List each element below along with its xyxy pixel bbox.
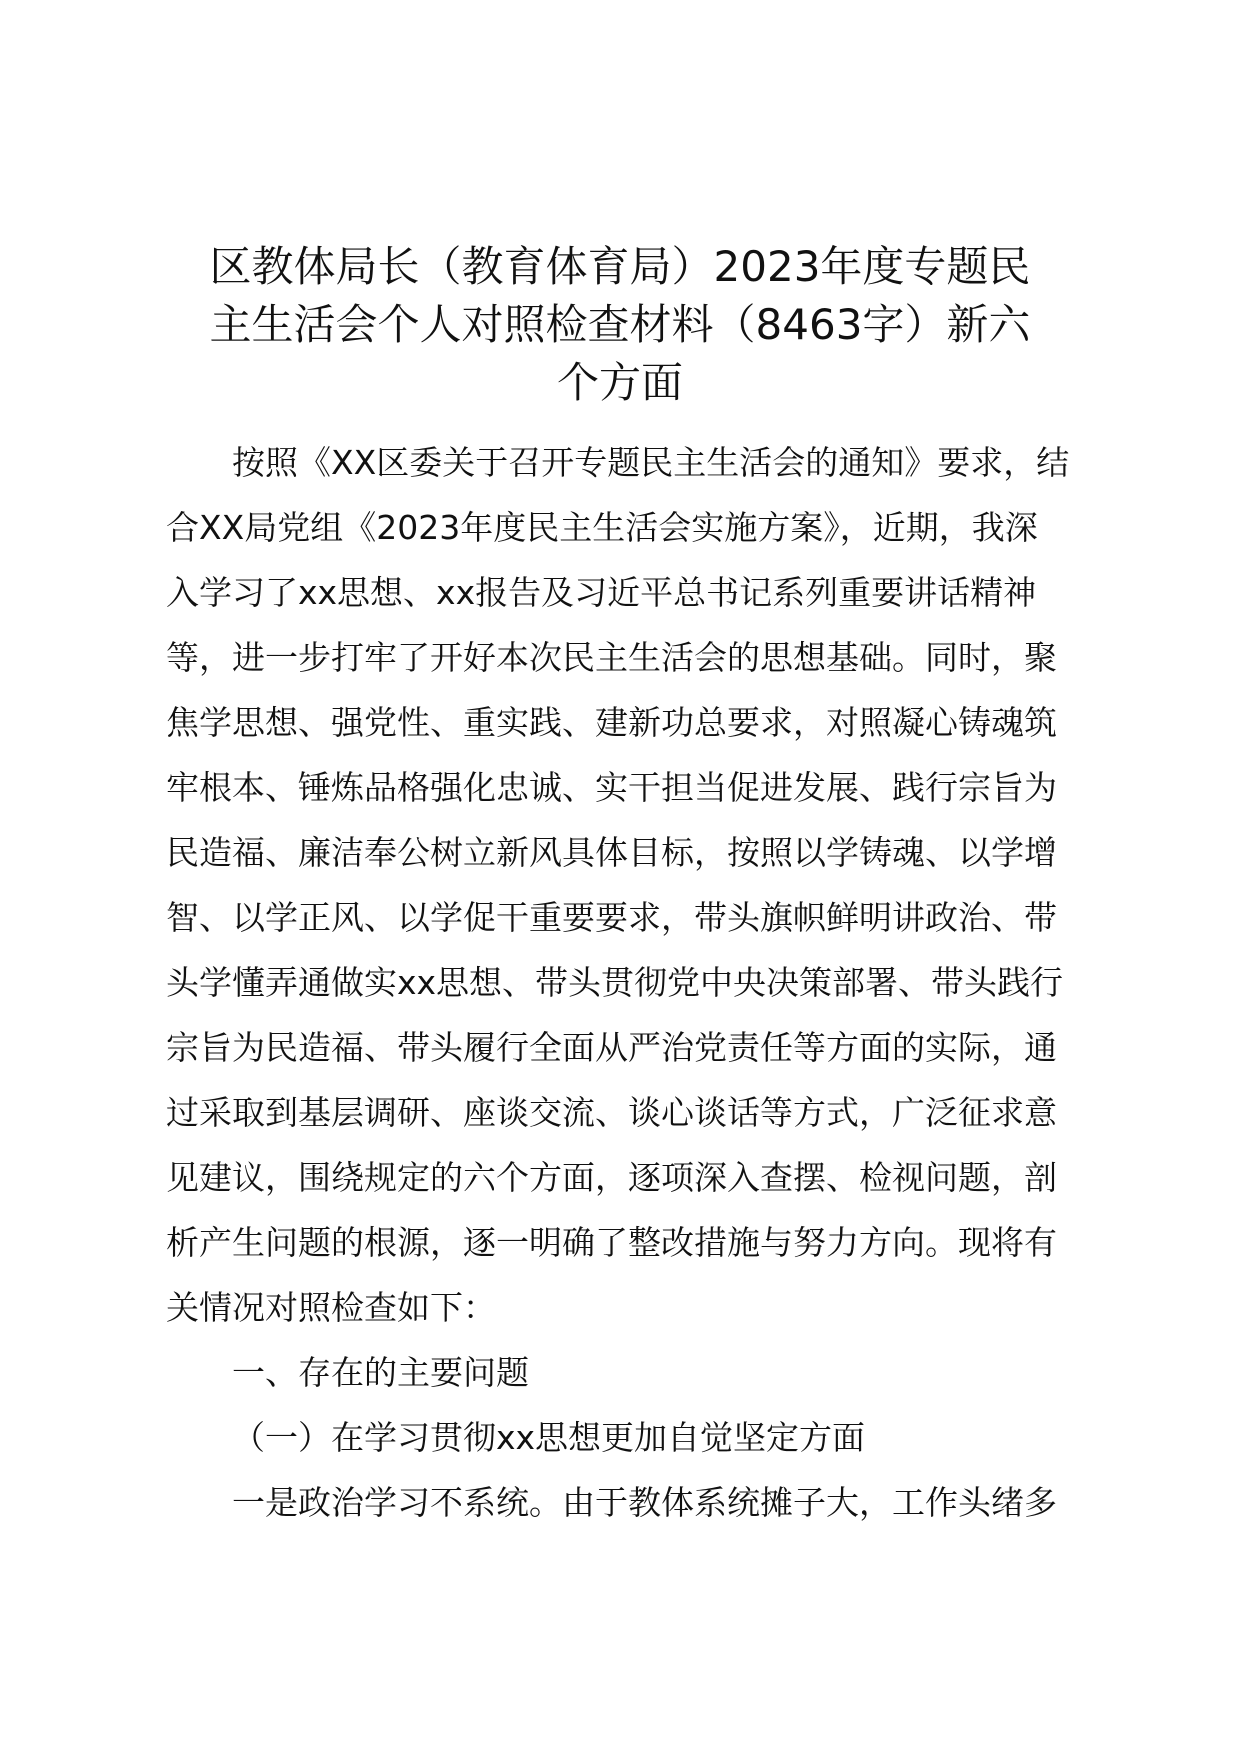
paragraph-line: 入学习了xx思想、xx报告及习近平总书记系列重要讲话精神 [166,573,1037,612]
subsection-heading: （一）在学习贯彻xx思想更加自觉坚定方面 [232,1418,866,1457]
paragraph-line: 合XX局党组《2023年度民主生活会实施方案》，近期，我深 [166,508,1038,547]
paragraph-line: 头学懂弄通做实xx思想、带头贯彻党中央决策部署、带头践行 [166,963,1064,1002]
paragraph-line: 牢根本、锤炼品格强化忠诚、实干担当促进发展、践行宗旨为 [166,768,1057,807]
document-body [166,430,1086,1535]
paragraph-line: 智、以学正风、以学促干重要要求，带头旗帜鲜明讲政治、带 [166,898,1057,937]
paragraph-line: 宗旨为民造福、带头履行全面从严治党责任等方面的实际，通 [166,1028,1057,1067]
paragraph-line: 见建议，围绕规定的六个方面，逐项深入查摆、检视问题，剖 [166,1158,1057,1197]
paragraph-line: 关情况对照检查如下： [166,1288,496,1327]
paragraph-line: 过采取到基层调研、座谈交流、谈心谈话等方式，广泛征求意 [166,1093,1057,1132]
title-line: 主生活会个人对照检查材料（8463字）新六 [209,300,1031,349]
paragraph-line: 焦学思想、强党性、重实践、建新功总要求，对照凝心铸魂筑 [166,703,1057,742]
paragraph-line: 民造福、廉洁奉公树立新风具体目标，按照以学铸魂、以学增 [166,833,1057,872]
paragraph-line: 按照《XX区委关于召开专题民主生活会的通知》要求，结 [232,443,1070,482]
document-title [150,238,1090,412]
title-line: 个方面 [556,358,683,407]
paragraph-line: 一是政治学习不系统。由于教体系统摊子大，工作头绪多 [232,1483,1057,1522]
paragraph-line: 析产生问题的根源，逐一明确了整改措施与努力方向。现将有 [166,1223,1057,1262]
section-heading: 一、存在的主要问题 [232,1353,529,1392]
paragraph-line: 等，进一步打牢了开好本次民主生活会的思想基础。同时，聚 [166,638,1057,677]
title-line: 区教体局长（教育体育局）2023年度专题民 [209,242,1031,291]
